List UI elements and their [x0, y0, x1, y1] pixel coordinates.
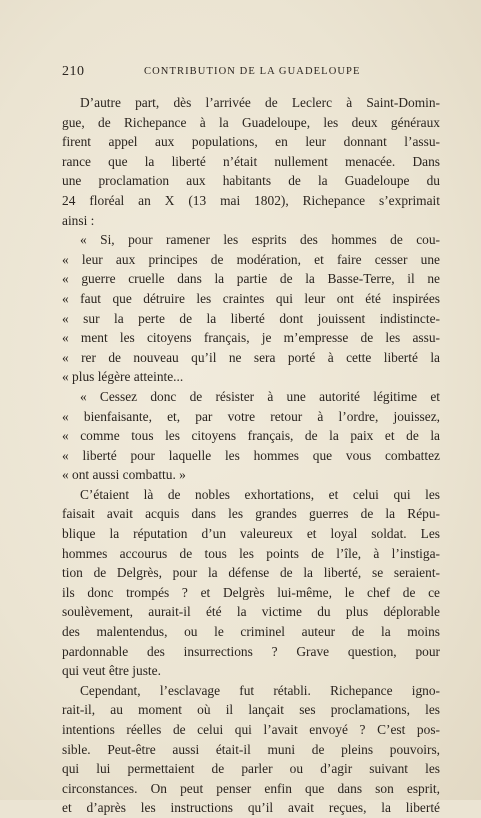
text-line: gue, de Richepance à la Guadeloupe, les deux généraux: [62, 114, 440, 130]
text-line: firent appel aux populations, en leur donnant l’assu-: [62, 134, 440, 150]
text-line: « Si, pour ramener les esprits des hommes de cou-: [80, 232, 440, 248]
text-line: ainsi :: [62, 212, 95, 228]
text-line: rance que la liberté n’était nullement menacée. Dans: [62, 153, 440, 169]
text-line: rait-il, au moment où il lançait ses proclamations, les: [62, 702, 440, 718]
text-line: D’autre part, dès l’arrivée de Leclerc à Saint-Domin-: [80, 95, 440, 110]
page-number: 210: [62, 64, 85, 79]
text-line: « faut que détruire les craintes qui leur ont été inspirées: [62, 290, 440, 306]
text-line: circonstances. On peut penser enfin que dans son esprit,: [62, 780, 440, 796]
text-line: et d’après les instructions qu’il avait reçues, la liberté: [62, 800, 440, 816]
text-line: Cependant, l’esclavage fut rétabli. Richepance igno-: [80, 682, 440, 698]
text-line: « liberté pour laquelle les hommes que vous combattez: [62, 447, 440, 463]
body-text: [62, 93, 440, 818]
text-line: tion de Delgrès, pour la défense de la liberté, se seraient-: [62, 565, 440, 581]
text-line: « leur aux principes de modération, et faire cesser une: [62, 251, 440, 267]
text-line: intentions réelles de celui qui l’avait envoyé ? C’est pos-: [62, 722, 440, 737]
text-line: « Cessez donc de résister à une autorité légitime et: [80, 388, 440, 404]
text-line: 24 floréal an X (13 mai 1802), Richepance s’exprimait: [62, 192, 440, 208]
text-line: une proclamation aux habitants de la Guadeloupe du: [62, 173, 440, 189]
running-title: CONTRIBUTION DE LA GUADELOUPE: [144, 66, 361, 77]
text-line: blique la réputation d’un valeureux et loyal soldat. Les: [62, 526, 440, 542]
text-line: pardonnable des insurrections ? Grave question, pour: [62, 643, 440, 659]
text-line: faisait avait acquis dans les grandes guerres de la Répu-: [62, 506, 440, 522]
text-line: des malentendus, ou le criminel auteur de la moins: [62, 624, 440, 640]
text-line: « comme tous les citoyens français, de la paix et de la: [62, 428, 440, 444]
text-line: « plus légère atteinte...: [62, 369, 184, 385]
text-line: C’étaient là de nobles exhortations, et celui qui les: [80, 486, 440, 502]
text-line: ils donc trompés ? et Delgrès lui-même, le chef de ce: [62, 584, 440, 600]
text-line: « guerre cruelle dans la partie de la Basse-Terre, il ne: [62, 271, 440, 287]
text-line: « ment les citoyens français, je m’empresse de les assu-: [62, 330, 440, 346]
text-line: hommes accourus de tous les points de l’île, à l’instiga-: [62, 545, 440, 561]
text-line: qui veut être juste.: [62, 663, 161, 679]
text-line: « ont aussi combattu. »: [62, 467, 186, 483]
text-line: soulèvement, aurait-il été la victime du plus déplorable: [62, 604, 440, 620]
text-line: « bienfaisante, et, par votre retour à l’ordre, jouissez,: [62, 408, 440, 424]
text-line: « rer de nouveau qu’il ne sera porté à cette liberté la: [62, 349, 440, 365]
page-header: [62, 64, 438, 80]
text-line: qui lui permettaient de parler ou d’agir suivant les: [62, 761, 440, 777]
text-line: sible. Peut-être aussi était-il muni de pleins pouvoirs,: [62, 741, 440, 757]
text-line: « sur la perte de la liberté dont jouissent indistincte-: [62, 310, 440, 326]
